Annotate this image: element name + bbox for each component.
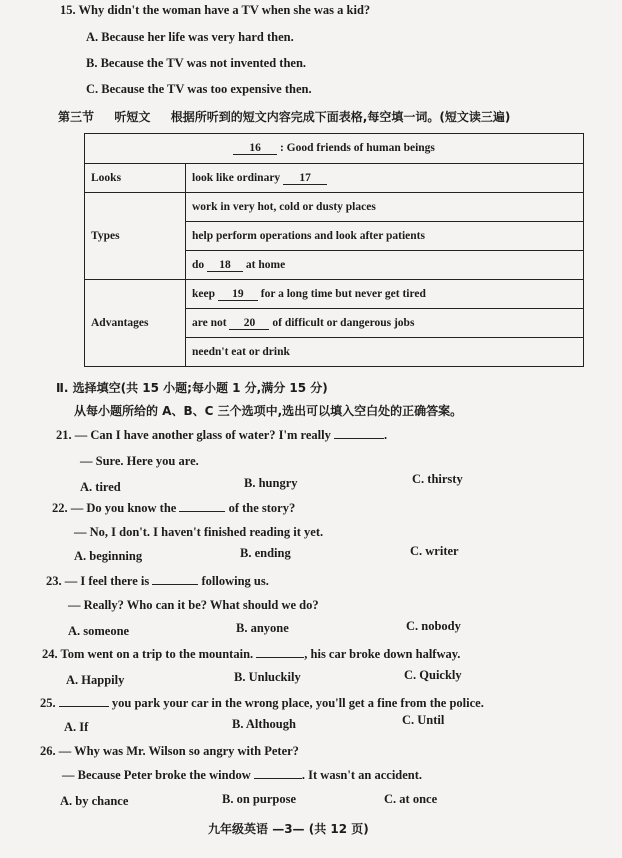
cell-text: at home	[245, 258, 286, 271]
option-text: thirsty	[427, 472, 463, 486]
option-25c[interactable]	[402, 713, 444, 728]
cell-text: of difficult or dangerous jobs	[272, 316, 415, 329]
option-text: nobody	[421, 619, 461, 633]
question-26	[40, 744, 299, 759]
option-25a[interactable]	[64, 720, 88, 735]
question-26-reply	[62, 768, 422, 783]
option-letter: B.	[232, 717, 244, 731]
option-letter: A.	[86, 30, 99, 44]
option-letter: B.	[244, 476, 256, 490]
option-letter: B.	[236, 621, 248, 635]
option-text: Unluckily	[248, 670, 301, 684]
question-22	[52, 501, 295, 516]
option-text: Although	[245, 717, 296, 731]
table-row	[85, 193, 584, 222]
question-text: — Because Peter broke the window	[62, 768, 251, 782]
option-24c[interactable]	[404, 668, 462, 683]
question-text: — I feel there is	[64, 574, 150, 588]
row-label-advantages: Advantages	[85, 280, 186, 367]
cell-text: do	[192, 258, 205, 271]
answer-blank[interactable]	[179, 511, 225, 512]
option-23b[interactable]	[236, 621, 289, 636]
option-text: Quickly	[419, 668, 462, 682]
option-letter: C.	[412, 472, 425, 486]
option-text: tired	[95, 480, 121, 494]
listening-table	[84, 133, 584, 367]
question-text: — Why was Mr. Wilson so angry with Peter?	[58, 744, 299, 758]
question-number: 25.	[40, 696, 56, 710]
answer-blank[interactable]	[152, 584, 198, 585]
section-name: 听短文	[114, 110, 151, 124]
question-21	[56, 428, 387, 443]
question-text: Why didn't the woman have a TV when she was a kid?	[78, 3, 371, 17]
section-instruction: 根据所听到的短文内容完成下面表格,每空填一词。(短文读三遍)	[170, 110, 511, 124]
table-row	[85, 280, 584, 309]
answer-blank-20[interactable]: 20	[229, 317, 269, 330]
option-23a[interactable]	[68, 624, 129, 639]
option-text: Because her life was very hard then.	[101, 30, 294, 44]
table-cell: help perform operations and look after patients	[186, 222, 584, 251]
table-cell	[186, 280, 584, 309]
option-text: hungry	[258, 476, 298, 490]
option-text: writer	[425, 544, 459, 558]
question-text: Tom went on a trip to the mountain.	[60, 647, 254, 661]
option-text: someone	[83, 624, 130, 638]
option-letter: A.	[68, 624, 81, 638]
option-24a[interactable]	[66, 673, 124, 688]
option-letter: B.	[234, 670, 246, 684]
option-letter: B.	[86, 56, 98, 70]
row-label-looks: Looks	[85, 164, 186, 193]
option-text: Because the TV was too expensive then.	[101, 82, 312, 96]
footer-page-number: —3—	[272, 822, 305, 836]
question-21-reply: — Sure. Here you are.	[80, 454, 199, 468]
option-24b[interactable]	[234, 670, 301, 685]
row-label-types: Types	[85, 193, 186, 280]
option-21a[interactable]	[80, 480, 121, 495]
question-number: 21.	[56, 428, 72, 442]
table-row	[85, 164, 584, 193]
table-cell	[186, 164, 584, 193]
cell-text: look like ordinary	[192, 171, 281, 184]
question-number: 24.	[42, 647, 58, 661]
answer-blank[interactable]	[256, 657, 304, 658]
option-21b[interactable]	[244, 476, 298, 491]
option-22b[interactable]	[240, 546, 291, 561]
option-letter: A.	[66, 673, 79, 687]
answer-blank-17[interactable]: 17	[283, 172, 327, 185]
question-text: of the story?	[228, 501, 296, 515]
option-text: at once	[399, 792, 438, 806]
option-text: beginning	[89, 549, 143, 563]
option-text: on purpose	[236, 792, 296, 806]
question-text: .	[384, 428, 388, 442]
option-text: If	[79, 720, 89, 734]
question-number: 22.	[52, 501, 68, 515]
option-letter: A.	[60, 794, 73, 808]
option-26a[interactable]	[60, 794, 128, 809]
option-letter: B.	[240, 546, 252, 560]
table-header-cell	[85, 134, 584, 164]
option-22c[interactable]	[410, 544, 459, 559]
footer-subject: 九年级英语	[208, 822, 269, 836]
option-letter: C.	[404, 668, 417, 682]
question-number: 15.	[60, 3, 76, 17]
question-23	[46, 574, 269, 589]
cell-text: keep	[192, 287, 215, 300]
answer-blank-18[interactable]: 18	[207, 259, 243, 272]
table-header-row	[85, 134, 584, 164]
table-header-text: : Good friends of human beings	[279, 142, 435, 154]
option-text: Because the TV was not invented then.	[100, 56, 307, 70]
option-23c[interactable]	[406, 619, 461, 634]
option-26c[interactable]	[384, 792, 437, 807]
cell-text: for a long time but never get tired	[260, 287, 426, 300]
option-letter: A.	[74, 549, 87, 563]
option-15c[interactable]	[86, 82, 312, 97]
option-26b[interactable]	[222, 792, 296, 807]
question-text: , his car broke down halfway.	[304, 647, 461, 661]
option-22a[interactable]	[74, 549, 142, 564]
table-cell: work in very hot, cold or dusty places	[186, 193, 584, 222]
option-letter: C.	[402, 713, 415, 727]
cell-text: are not	[192, 316, 227, 329]
option-text: ending	[254, 546, 291, 560]
option-letter: A.	[80, 480, 93, 494]
part2-instruction: 从每小题所给的 A、B、C 三个选项中,选出可以填入空白处的正确答案。	[74, 404, 463, 418]
question-22-reply: — No, I don't. I haven't finished reading it yet.	[74, 525, 324, 539]
option-text: anyone	[250, 621, 289, 635]
option-letter: C.	[410, 544, 423, 558]
option-25b[interactable]	[232, 717, 296, 732]
option-letter: B.	[222, 792, 234, 806]
table-cell: needn't eat or drink	[186, 338, 584, 367]
option-text: Happily	[81, 673, 125, 687]
section3-heading	[58, 108, 510, 125]
page-footer	[208, 820, 369, 837]
footer-total-pages: (共 12 页)	[308, 822, 369, 836]
answer-blank[interactable]	[334, 438, 384, 439]
option-15a[interactable]	[86, 30, 294, 45]
question-24	[42, 647, 460, 662]
question-15	[60, 3, 370, 18]
table-cell	[186, 309, 584, 338]
question-23-reply: — Really? Who can it be? What should we do?	[68, 598, 319, 612]
table-cell	[186, 251, 584, 280]
section-title: 第三节	[58, 110, 95, 124]
question-25	[40, 696, 484, 711]
question-text: . It wasn't an accident.	[301, 768, 423, 782]
question-text: — Can I have another glass of water? I'm really	[74, 428, 331, 442]
option-letter: C.	[406, 619, 419, 633]
answer-blank[interactable]	[254, 778, 302, 779]
question-text: — Do you know the	[70, 501, 177, 515]
answer-blank-19[interactable]: 19	[218, 288, 258, 301]
question-number: 23.	[46, 574, 62, 588]
answer-blank-16[interactable]: 16	[233, 142, 277, 155]
option-text: Until	[417, 713, 445, 727]
question-text: you park your car in the wrong place, you'll get a fine from the police.	[111, 696, 484, 710]
option-letter: A.	[64, 720, 77, 734]
option-text: by chance	[75, 794, 129, 808]
answer-blank[interactable]	[59, 706, 109, 707]
option-15b[interactable]	[86, 56, 306, 71]
option-letter: C.	[384, 792, 397, 806]
part2-title: Ⅱ. 选择填空(共 15 小题;每小题 1 分,满分 15 分)	[56, 381, 328, 395]
question-text: following us.	[201, 574, 269, 588]
question-number: 26.	[40, 744, 56, 758]
option-letter: C.	[86, 82, 99, 96]
option-21c[interactable]	[412, 472, 463, 487]
